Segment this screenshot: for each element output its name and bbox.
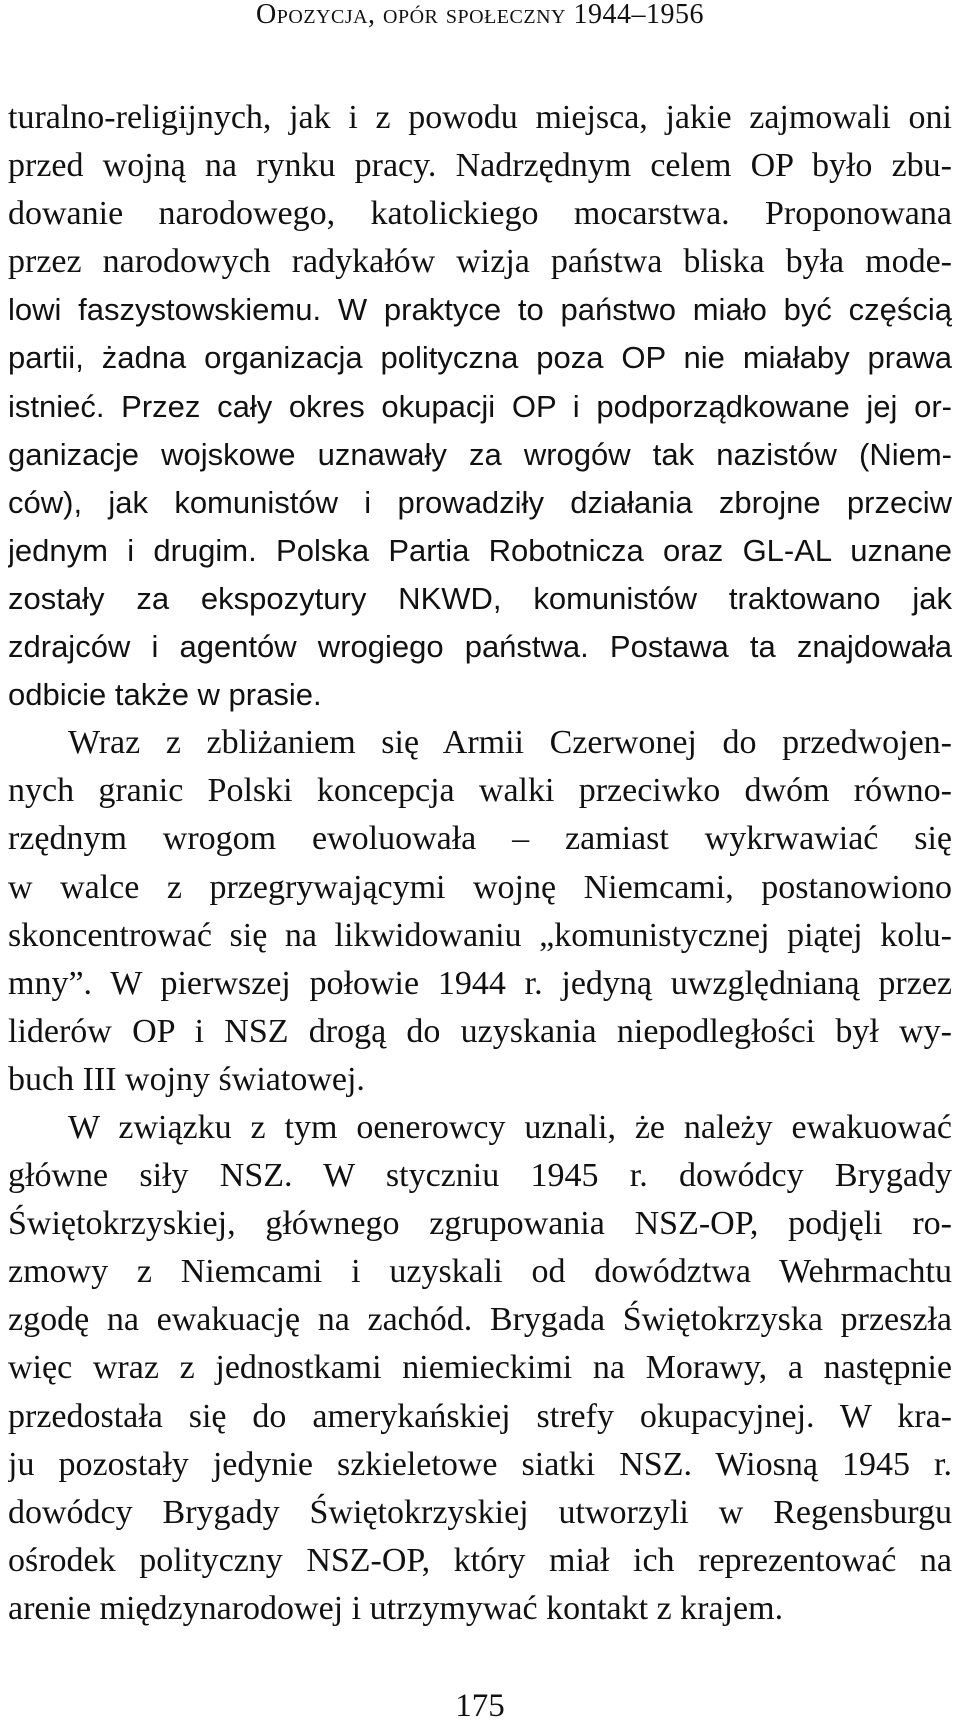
text-line: ośrodek polityczny NSZ-OP, który miał ich reprezentować na <box>8 1541 952 1579</box>
text-line: zdrajców i agentów wrogiego państwa. Postawa ta znajdowała <box>8 629 952 665</box>
text-line: mny”. W pierwszej połowie 1944 r. jedyną uwzględnianą przez <box>8 964 952 1002</box>
text-line: zgodę na ewakuację na zachód. Brygada Świętokrzyska przeszła <box>8 1301 952 1339</box>
text-line: w walce z przegrywającymi wojnę Niemcami, postanowiono <box>8 868 952 906</box>
paragraph-end-line: buch III wojny światowej. <box>8 1060 365 1098</box>
text-line: przez narodowych radykałów wizja państwa bliska była mode- <box>8 243 952 281</box>
paragraph-end-line: arenie międzynarodowej i utrzymywać kontakt z krajem. <box>8 1589 784 1627</box>
running-header: Opozycja, opór społeczny 1944–1956 <box>256 0 704 30</box>
text-line: zmowy z Niemcami i uzyskali od dowództwa Wehrmachtu <box>8 1253 952 1291</box>
text-line: liderów OP i NSZ drogą do uzyskania niepodległości był wy- <box>8 1012 952 1050</box>
text-line: więc wraz z jednostkami niemieckimi na Morawy, a następnie <box>8 1349 952 1387</box>
text-line: przedostała się do amerykańskiej strefy okupacyjnej. W kra- <box>8 1397 952 1435</box>
text-line: nych granic Polski koncepcja walki przeciwko dwóm równo- <box>8 772 952 810</box>
text-line: skoncentrować się na likwidowaniu „komunistycznej piątej kolu- <box>8 916 952 954</box>
text-line: ju pozostały jedynie szkieletowe siatki NSZ. Wiosną 1945 r. <box>8 1445 952 1483</box>
text-line: dowanie narodowego, katolickiego mocarstwa. Proponowana <box>8 195 952 233</box>
text-line: główne siły NSZ. W styczniu 1945 r. dowódcy Brygady <box>8 1157 952 1195</box>
text-line: przed wojną na rynku pracy. Nadrzędnym celem OP było zbu- <box>8 147 952 185</box>
page-body <box>8 94 952 1633</box>
text-line: zostały za ekspozytury NKWD, komunistów traktowano jak <box>8 580 952 616</box>
text-line: ców), jak komunistów i prowadziły działania zbrojne przeciw <box>8 484 952 520</box>
text-line: ganizacje wojskowe uznawały za wrogów tak nazistów (Niem- <box>8 436 952 472</box>
text-line: partii, żadna organizacja polityczna poza OP nie miałaby prawa <box>8 340 952 376</box>
text-line: dowódcy Brygady Świętokrzyskiej utworzyli w Regensburgu <box>8 1493 952 1531</box>
text-line: turalno-religijnych, jak i z powodu miejsca, jakie zajmowali oni <box>8 99 952 136</box>
page-number: 175 <box>455 1688 505 1724</box>
text-line: rzędnym wrogom ewoluowała – zamiast wykrwawiać się <box>8 820 952 858</box>
paragraph-first-line: Wraz z zbliżaniem się Armii Czerwonej do przedwojen- <box>68 724 952 762</box>
text-line: jednym i drugim. Polska Partia Robotnicza oraz GL-AL uznane <box>8 532 952 568</box>
text-line: istnieć. Przez cały okres okupacji OP i podporządkowane jej or- <box>8 388 952 424</box>
text-line: lowi faszystowskiemu. W praktyce to państwo miało być częścią <box>8 292 952 328</box>
paragraph-first-line: W związku z tym oenerowcy uznali, że należy ewakuować <box>68 1108 952 1146</box>
text-line: Świętokrzyskiej, głównego zgrupowania NSZ-OP, podjęli ro- <box>8 1205 952 1243</box>
paragraph-end-line: odbicie także w prasie. <box>8 677 322 713</box>
